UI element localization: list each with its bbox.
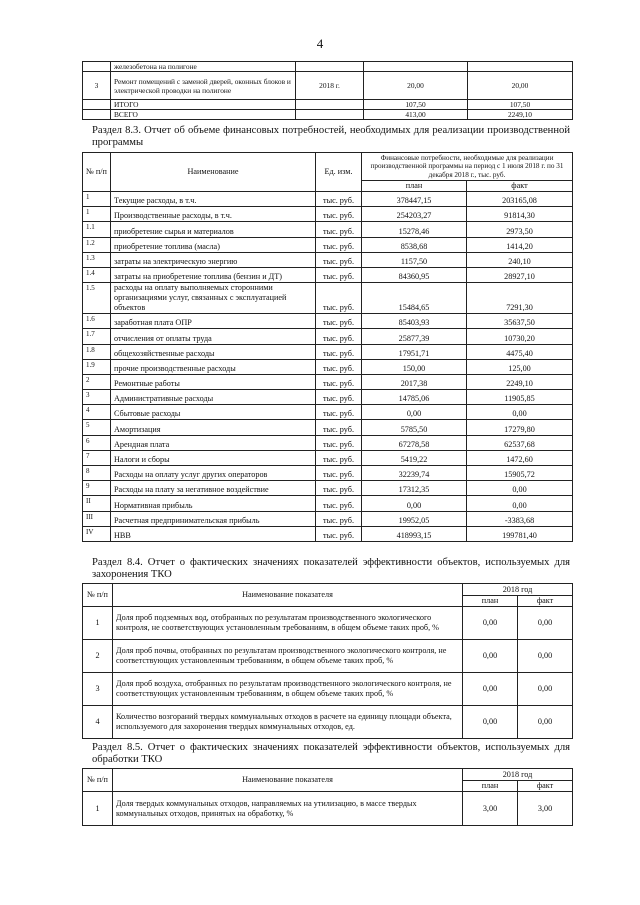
table-row <box>83 207 573 222</box>
row-fact-value: 4475,40 <box>467 344 573 359</box>
row-plan-value: 8538,68 <box>362 237 467 252</box>
financial-needs-table <box>82 152 573 542</box>
row-fact-value: 0,00 <box>467 481 573 496</box>
row-plan-value: 413,00 <box>364 110 468 120</box>
row-plan-value: 378447,15 <box>362 192 467 207</box>
col-header-plan: план <box>362 181 467 192</box>
row-name: Расчетная предпринимательская прибыль <box>111 511 316 526</box>
row-fact-value: 107,50 <box>468 100 573 110</box>
section-8-5-heading: Раздел 8.5. Отчет о фактических значениях показателей эффективности объектов, используемых для обработки ТКО <box>92 742 570 765</box>
row-number: 1.6 <box>83 314 111 329</box>
col-header-number: № п/п <box>83 584 113 607</box>
col-header-financial-needs: Финансовые потребности, необходимые для реализации производственной программы на период с 1 июля 2018 г. по 31 декабря 2018 г., тыс. руб. <box>362 153 573 181</box>
row-fact-value: 11905,85 <box>467 390 573 405</box>
row-unit: тыс. руб. <box>316 526 362 541</box>
table-row <box>83 496 573 511</box>
row-number: 3 <box>83 390 111 405</box>
row-plan-value: 0,00 <box>463 607 518 640</box>
col-header-plan: план <box>463 781 518 792</box>
table-row <box>83 359 573 374</box>
row-unit: тыс. руб. <box>316 511 362 526</box>
row-number: 1.7 <box>83 329 111 344</box>
row-fact-value: 0,00 <box>518 706 573 739</box>
row-number: 1.8 <box>83 344 111 359</box>
row-fact-value: 3,00 <box>518 792 573 826</box>
row-fact-value: 0,00 <box>467 405 573 420</box>
row-fact-value: 2973,50 <box>467 222 573 237</box>
row-number: 3 <box>83 673 113 706</box>
row-number: 1.1 <box>83 222 111 237</box>
table-row <box>83 72 573 100</box>
table-row <box>83 792 573 826</box>
row-name: прочие производственные расходы <box>111 359 316 374</box>
row-unit: тыс. руб. <box>316 374 362 389</box>
row-number: 1.5 <box>83 283 111 314</box>
table-row <box>83 283 573 314</box>
row-plan-value <box>364 62 468 72</box>
row-plan-value: 254203,27 <box>362 207 467 222</box>
row-number: IV <box>83 526 111 541</box>
row-number: 2 <box>83 640 113 673</box>
row-plan-value: 84360,95 <box>362 267 467 282</box>
row-number: 1.4 <box>83 267 111 282</box>
row-number: 4 <box>83 405 111 420</box>
row-fact-value: 1472,60 <box>467 450 573 465</box>
row-number: 1 <box>83 207 111 222</box>
table-row <box>83 192 573 207</box>
col-header-indicator: Наименование показателя <box>113 769 463 792</box>
col-header-plan: план <box>463 596 518 607</box>
row-year: 2018 г. <box>296 72 364 100</box>
row-name: Доля проб воздуха, отобранных по результатам производственного экологического контроля, не соответствующих установленным требованиям, в общем объеме таких проб, % <box>113 673 463 706</box>
row-name: затраты на приобретение топлива (бензин и ДТ) <box>111 267 316 282</box>
row-unit: тыс. руб. <box>316 405 362 420</box>
row-unit: тыс. руб. <box>316 450 362 465</box>
row-year <box>296 110 364 120</box>
row-plan-value: 15278,46 <box>362 222 467 237</box>
row-unit: тыс. руб. <box>316 283 362 314</box>
row-plan-value: 1157,50 <box>362 252 467 267</box>
row-fact-value <box>468 62 573 72</box>
row-plan-value: 25877,39 <box>362 329 467 344</box>
row-plan-value: 32239,74 <box>362 466 467 481</box>
row-fact-value: 62537,68 <box>467 435 573 450</box>
row-number: 1 <box>83 192 111 207</box>
table-row <box>83 435 573 450</box>
row-name: отчисления от оплаты труда <box>111 329 316 344</box>
table-row <box>83 390 573 405</box>
row-plan-value: 418993,15 <box>362 526 467 541</box>
row-number <box>83 62 111 72</box>
row-unit: тыс. руб. <box>316 420 362 435</box>
col-header-year: 2018 год <box>463 584 573 596</box>
table-row <box>83 252 573 267</box>
row-plan-value: 3,00 <box>463 792 518 826</box>
col-header-year: 2018 год <box>463 769 573 781</box>
row-name: Производственные расходы, в т.ч. <box>111 207 316 222</box>
table-row <box>83 100 573 110</box>
table-row <box>83 466 573 481</box>
col-header-fact: факт <box>518 781 573 792</box>
row-fact-value: 240,10 <box>467 252 573 267</box>
burial-efficiency-table <box>82 583 573 739</box>
col-header-name: Наименование <box>111 153 316 192</box>
table-row <box>83 673 573 706</box>
row-name: заработная плата ОПР <box>111 314 316 329</box>
row-name: Доля твердых коммунальных отходов, направляемых на утилизацию, в массе твердых коммунальных отходов, принятых на обработку, % <box>113 792 463 826</box>
row-name: Нормативная прибыль <box>111 496 316 511</box>
row-plan-value: 150,00 <box>362 359 467 374</box>
row-plan-value: 20,00 <box>364 72 468 100</box>
repair-table-continuation <box>82 61 573 120</box>
col-header-number: № п/п <box>83 769 113 792</box>
row-number: II <box>83 496 111 511</box>
col-header-fact: факт <box>467 181 573 192</box>
row-fact-value: 0,00 <box>467 496 573 511</box>
row-number: 1.3 <box>83 252 111 267</box>
row-fact-value: 0,00 <box>518 673 573 706</box>
row-name: расходы на оплату выполняемых сторонними организациями услуг, связанных с эксплуатацией объектов <box>111 283 316 314</box>
row-number: III <box>83 511 111 526</box>
row-name: железобетона на полигоне <box>111 62 296 72</box>
row-number: 5 <box>83 420 111 435</box>
row-fact-value: 2249,10 <box>468 110 573 120</box>
row-unit: тыс. руб. <box>316 267 362 282</box>
row-unit: тыс. руб. <box>316 481 362 496</box>
row-number <box>83 110 111 120</box>
row-unit: тыс. руб. <box>316 329 362 344</box>
row-plan-value: 2017,38 <box>362 374 467 389</box>
row-fact-value: 35637,50 <box>467 314 573 329</box>
row-number <box>83 100 111 110</box>
row-unit: тыс. руб. <box>316 390 362 405</box>
row-plan-value: 17951,71 <box>362 344 467 359</box>
row-name: приобретение топлива (масла) <box>111 237 316 252</box>
row-name: Ремонт помещений с заменой дверей, оконных блоков и электрической проводки на полигоне <box>111 72 296 100</box>
table-row <box>83 420 573 435</box>
row-unit: тыс. руб. <box>316 192 362 207</box>
row-fact-value: 28927,10 <box>467 267 573 282</box>
table-row <box>83 405 573 420</box>
row-name: ВСЕГО <box>111 110 296 120</box>
row-number: 1.2 <box>83 237 111 252</box>
row-year <box>296 100 364 110</box>
row-plan-value: 85403,93 <box>362 314 467 329</box>
table-row <box>83 706 573 739</box>
row-fact-value: -3383,68 <box>467 511 573 526</box>
table-row <box>83 511 573 526</box>
row-unit: тыс. руб. <box>316 496 362 511</box>
row-unit: тыс. руб. <box>316 466 362 481</box>
table-row <box>83 607 573 640</box>
row-name: Текущие расходы, в т.ч. <box>111 192 316 207</box>
row-unit: тыс. руб. <box>316 344 362 359</box>
row-fact-value: 203165,08 <box>467 192 573 207</box>
row-plan-value: 0,00 <box>463 640 518 673</box>
row-fact-value: 2249,10 <box>467 374 573 389</box>
table-row <box>83 329 573 344</box>
row-unit: тыс. руб. <box>316 222 362 237</box>
row-name: Доля проб почвы, отобранных по результатам производственного экологического контроля, не соответствующих установленным требованиям, в общем объеме таких проб, % <box>113 640 463 673</box>
table-row <box>83 526 573 541</box>
row-plan-value: 0,00 <box>463 706 518 739</box>
row-number: 4 <box>83 706 113 739</box>
row-fact-value: 0,00 <box>518 640 573 673</box>
row-fact-value: 1414,20 <box>467 237 573 252</box>
table-row <box>83 62 573 72</box>
row-unit: тыс. руб. <box>316 237 362 252</box>
row-fact-value: 91814,30 <box>467 207 573 222</box>
row-name: НВВ <box>111 526 316 541</box>
row-fact-value: 7291,30 <box>467 283 573 314</box>
section-8-4-heading: Раздел 8.4. Отчет о фактических значениях показателей эффективности объектов, используемых для захоронения ТКО <box>92 557 570 580</box>
section-8-3-heading: Раздел 8.3. Отчет об объеме финансовых потребностей, необходимых для реализации производственной программы <box>92 125 570 148</box>
col-header-unit: Ед. изм. <box>316 153 362 192</box>
processing-efficiency-table <box>82 768 573 826</box>
row-unit: тыс. руб. <box>316 252 362 267</box>
row-plan-value: 107,50 <box>364 100 468 110</box>
row-number: 2 <box>83 374 111 389</box>
table-row <box>83 222 573 237</box>
row-name: Количество возгораний твердых коммунальных отходов в расчете на единицу площади объекта, используемого для захоронения твердых коммунальных отходов, ед. <box>113 706 463 739</box>
row-plan-value: 15484,65 <box>362 283 467 314</box>
row-name: Налоги и сборы <box>111 450 316 465</box>
row-plan-value: 17312,35 <box>362 481 467 496</box>
row-number: 1 <box>83 607 113 640</box>
col-header-number: № п/п <box>83 153 111 192</box>
row-name: Амортизация <box>111 420 316 435</box>
table-row <box>83 110 573 120</box>
row-number: 9 <box>83 481 111 496</box>
row-plan-value: 0,00 <box>463 673 518 706</box>
row-number: 8 <box>83 466 111 481</box>
row-fact-value: 199781,40 <box>467 526 573 541</box>
row-name: Расходы на оплату услуг других операторов <box>111 466 316 481</box>
row-fact-value: 10730,20 <box>467 329 573 344</box>
row-name: общехозяйственные расходы <box>111 344 316 359</box>
col-header-indicator: Наименование показателя <box>113 584 463 607</box>
table-row <box>83 344 573 359</box>
row-unit: тыс. руб. <box>316 435 362 450</box>
row-name: Ремонтные работы <box>111 374 316 389</box>
row-fact-value: 20,00 <box>468 72 573 100</box>
row-unit: тыс. руб. <box>316 314 362 329</box>
row-number: 1 <box>83 792 113 826</box>
table-row <box>83 640 573 673</box>
table-row <box>83 314 573 329</box>
row-unit: тыс. руб. <box>316 207 362 222</box>
row-year <box>296 62 364 72</box>
row-plan-value: 19952,05 <box>362 511 467 526</box>
row-number: 7 <box>83 450 111 465</box>
row-name: Сбытовые расходы <box>111 405 316 420</box>
row-number: 3 <box>83 72 111 100</box>
row-name: приобретение сырья и материалов <box>111 222 316 237</box>
row-unit: тыс. руб. <box>316 359 362 374</box>
row-plan-value: 0,00 <box>362 496 467 511</box>
table-row <box>83 267 573 282</box>
table-row <box>83 450 573 465</box>
row-fact-value: 0,00 <box>518 607 573 640</box>
row-plan-value: 14785,06 <box>362 390 467 405</box>
row-name: Расходы на плату за негативное воздействие <box>111 481 316 496</box>
row-name: затраты на электрическую энергию <box>111 252 316 267</box>
col-header-fact: факт <box>518 596 573 607</box>
row-name: ИТОГО <box>111 100 296 110</box>
table-row <box>83 374 573 389</box>
page-number: 4 <box>316 36 324 51</box>
table-row <box>83 237 573 252</box>
row-name: Доля проб подземных вод, отобранных по результатам производственного экологического контроля, не соответствующих установленным требованиям, в общем объеме таких проб, % <box>113 607 463 640</box>
row-fact-value: 15905,72 <box>467 466 573 481</box>
row-plan-value: 0,00 <box>362 405 467 420</box>
row-name: Арендная плата <box>111 435 316 450</box>
row-name: Административные расходы <box>111 390 316 405</box>
row-fact-value: 17279,80 <box>467 420 573 435</box>
row-plan-value: 67278,58 <box>362 435 467 450</box>
row-number: 6 <box>83 435 111 450</box>
row-number: 1.9 <box>83 359 111 374</box>
table-row <box>83 481 573 496</box>
row-plan-value: 5419,22 <box>362 450 467 465</box>
row-fact-value: 125,00 <box>467 359 573 374</box>
row-plan-value: 5785,50 <box>362 420 467 435</box>
